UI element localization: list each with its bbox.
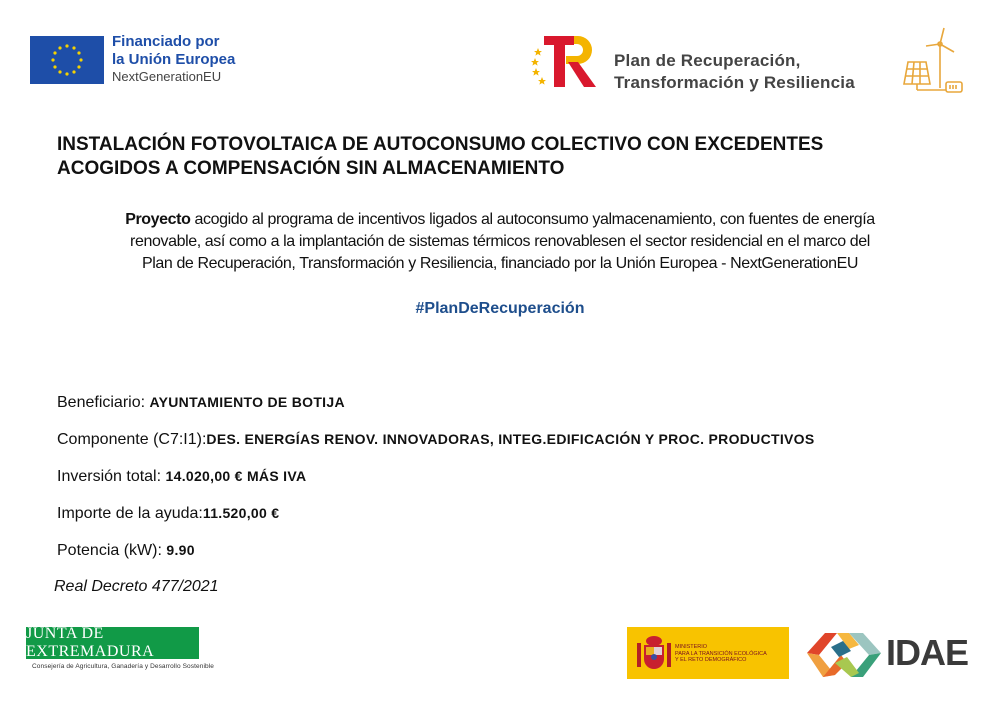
eu-funding-text	[112, 34, 235, 83]
title-line-2: ACOGIDOS A COMPENSACIÓN SIN ALMACENAMIENTO	[57, 158, 565, 179]
ministry-logo	[627, 627, 789, 679]
title-line-1: INSTALACIÓN FOTOVOLTAICA DE AUTOCONSUMO COLECTIVO CON EXCEDENTES	[57, 134, 824, 155]
ministry-text	[675, 644, 767, 664]
idae-knot-icon	[805, 627, 883, 683]
field-value: 9.90	[166, 542, 195, 558]
junta-name: JUNTA DE EXTREMADURA	[26, 625, 155, 660]
eu-line-2: la Unión Europea	[112, 51, 236, 68]
field-label: Beneficiario:	[57, 394, 146, 411]
junta-subtitle: Consejería de Agricultura, Ganadería y Desarrollo Sostenible	[32, 663, 214, 670]
description-lead: Proyecto	[125, 211, 191, 228]
hashtag: #PlanDeRecuperación	[415, 300, 585, 317]
field-beneficiario	[57, 394, 345, 412]
field-value: AYUNTAMIENTO DE BOTIJA	[149, 394, 345, 410]
field-value: DES. ENERGÍAS RENOV. INNOVADORAS, INTEG.EDIFICACIÓN Y PROC. PRODUCTIVOS	[206, 431, 815, 447]
eu-flag-logo	[30, 36, 104, 84]
field-importe-ayuda	[57, 505, 279, 523]
wind-turbine-solar-battery-icon	[900, 26, 966, 94]
eu-line-3: NextGenerationEU	[112, 69, 222, 84]
field-value: 14.020,00 € MÁS IVA	[165, 468, 307, 484]
description-line-3: Plan de Recuperación, Transformación y Resiliencia, financiado por la Unión Europea - NextGenerationEU	[141, 255, 859, 272]
field-componente	[57, 431, 815, 449]
field-label: Componente (C7:I1):	[57, 431, 207, 448]
ministry-line-2: PARA LA TRANSICIÓN ECOLÓGICA	[675, 650, 767, 657]
junta-extremadura-logo	[26, 627, 199, 659]
idae-name: IDAE	[886, 632, 969, 673]
field-label: Importe de la ayuda:	[57, 505, 203, 522]
field-value: 11.520,00 €	[202, 505, 280, 521]
prtr-logo-mark	[530, 32, 600, 90]
ministry-line-1: MINISTERIO	[675, 644, 708, 650]
eu-stars-icon	[30, 36, 104, 84]
idae-logo-mark	[805, 627, 883, 683]
ministry-line-3: Y EL RETO DEMOGRÁFICO	[675, 657, 747, 663]
tr-logo-icon	[530, 32, 600, 90]
spain-coat-of-arms-icon	[635, 633, 673, 673]
field-inversion-total	[57, 468, 306, 486]
eu-line-1: Financiado por	[112, 33, 220, 50]
real-decreto: Real Decreto 477/2021	[54, 578, 219, 595]
project-description	[40, 209, 960, 275]
field-label: Potencia (kW):	[57, 542, 162, 559]
field-potencia	[57, 542, 195, 560]
prtr-line-2: Transformación y Resiliencia	[614, 73, 855, 92]
description-line-1	[40, 209, 960, 231]
field-label: Inversión total:	[57, 468, 162, 485]
description-line-2: renovable, así como a la implantación de sistemas térmicos renovablesen el sector residencial en el marco del	[130, 233, 870, 250]
description-line-1-text: acogido al programa de incentivos ligados al autoconsumo yalmacenamiento, con fuentes de energía	[190, 211, 875, 228]
prtr-logo-text	[614, 50, 855, 94]
prtr-line-1: Plan de Recuperación,	[614, 51, 801, 70]
page-title	[57, 133, 957, 181]
